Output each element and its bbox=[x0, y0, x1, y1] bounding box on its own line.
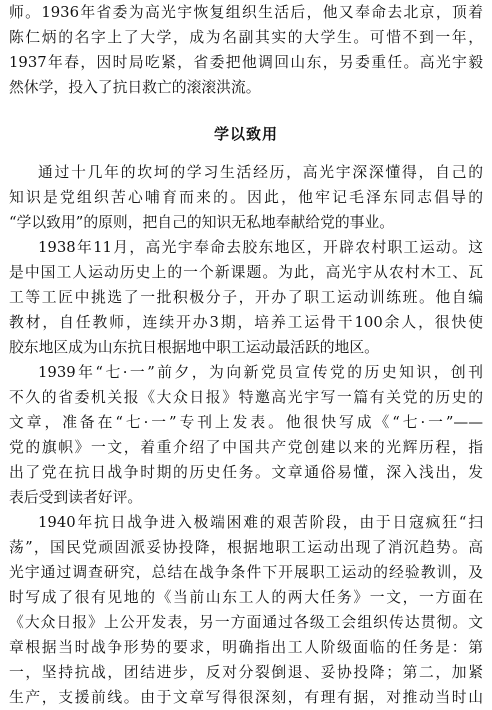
text-line: 陈仁炳的名字上了大学，成为名副其实的大学生。可惜不到一年， bbox=[9, 29, 483, 46]
text-line: 出了党在抗日战争时期的历史任务。文章通俗易懂，深入浅出，发 bbox=[9, 464, 483, 481]
text-line: 光宇通过调查研究，总结在战争条件下开展职工运动的经验教训，及 bbox=[9, 564, 483, 581]
text-line: 不久的省委机关报《大众日报》特邀高光宇写一篇有关党的历史的 bbox=[9, 389, 483, 406]
text-line: 知识是党组织苦心哺育而来的。因此，他牢记毛泽东同志倡导的 bbox=[9, 189, 483, 206]
text-line: 胶东地区成为山东抗日根据地中职工运动最活跃的地区。 bbox=[9, 339, 379, 356]
text-line: “学以致用”的原则，把自己的知识无私地奉献给党的事业。 bbox=[9, 214, 395, 231]
text-line: 时写成了很有见地的《当前山东工人的两大任务》一文，一方面在 bbox=[9, 589, 483, 606]
section-heading: 学以致用 bbox=[213, 125, 278, 143]
text-line: 教材，自任教师，连续开办3期，培养工运骨干100余人，很快使 bbox=[9, 314, 483, 331]
text-line: 表后受到读者好评。 bbox=[9, 489, 143, 506]
text-line: 然休学，投入了抗日救亡的滚滚洪流。 bbox=[9, 79, 261, 96]
text-line: 是中国工人运动历史上的一个新课题。为此，高光宇从农村木工、瓦 bbox=[9, 264, 483, 281]
text-line: 1938年11月，高光宇奉命去胶东地区，开辟农村职工运动。这 bbox=[38, 239, 483, 256]
text-line: 1939年“七·一”前夕，为向新党员宣传党的历史知识，创刊 bbox=[38, 364, 483, 381]
text-line: 《大众日报》上公开发表，另一方面通过各级工会组织传达贯彻。文 bbox=[9, 614, 483, 631]
text-line: 生产，支援前线。由于文章写得很深刻，有理有据，对推动当时山 bbox=[9, 689, 483, 706]
text-line: 文章，准备在“七·一”专刊上发表。他很快写成《“七·一”—— bbox=[9, 414, 483, 431]
text-line: 通过十几年的坎坷的学习生活经历，高光宇深深懂得，自己的 bbox=[38, 164, 483, 181]
text-line: 1937年春，因时局吃紧，省委把他调回山东，另委重任。高光宇毅 bbox=[9, 54, 483, 71]
text-line: 工等工匠中挑选了一批积极分子，开办了职工运动训练班。他自编 bbox=[9, 289, 483, 306]
text-line: 师。1936年省委为高光宇恢复组织生活后，他又奉命去北京，顶着 bbox=[9, 4, 483, 21]
text-line: 一，坚持抗战，团结进步，反对分裂倒退、妥协投降；第二，加紧 bbox=[9, 664, 483, 681]
text-line: 党的旗帜》一文，着重介绍了中国共产党创建以来的光辉历程，指 bbox=[9, 439, 483, 456]
text-line: 荡”，国民党顽固派妥协投降，根据地职工运动出现了消沉趋势。高 bbox=[9, 539, 483, 556]
text-line: 1940年抗日战争进入极端困难的艰苦阶段，由于日寇疯狂“扫 bbox=[38, 514, 483, 531]
text-line: 章根据当时战争形势的要求，明确指出工人阶级面临的任务是：第 bbox=[9, 639, 483, 656]
